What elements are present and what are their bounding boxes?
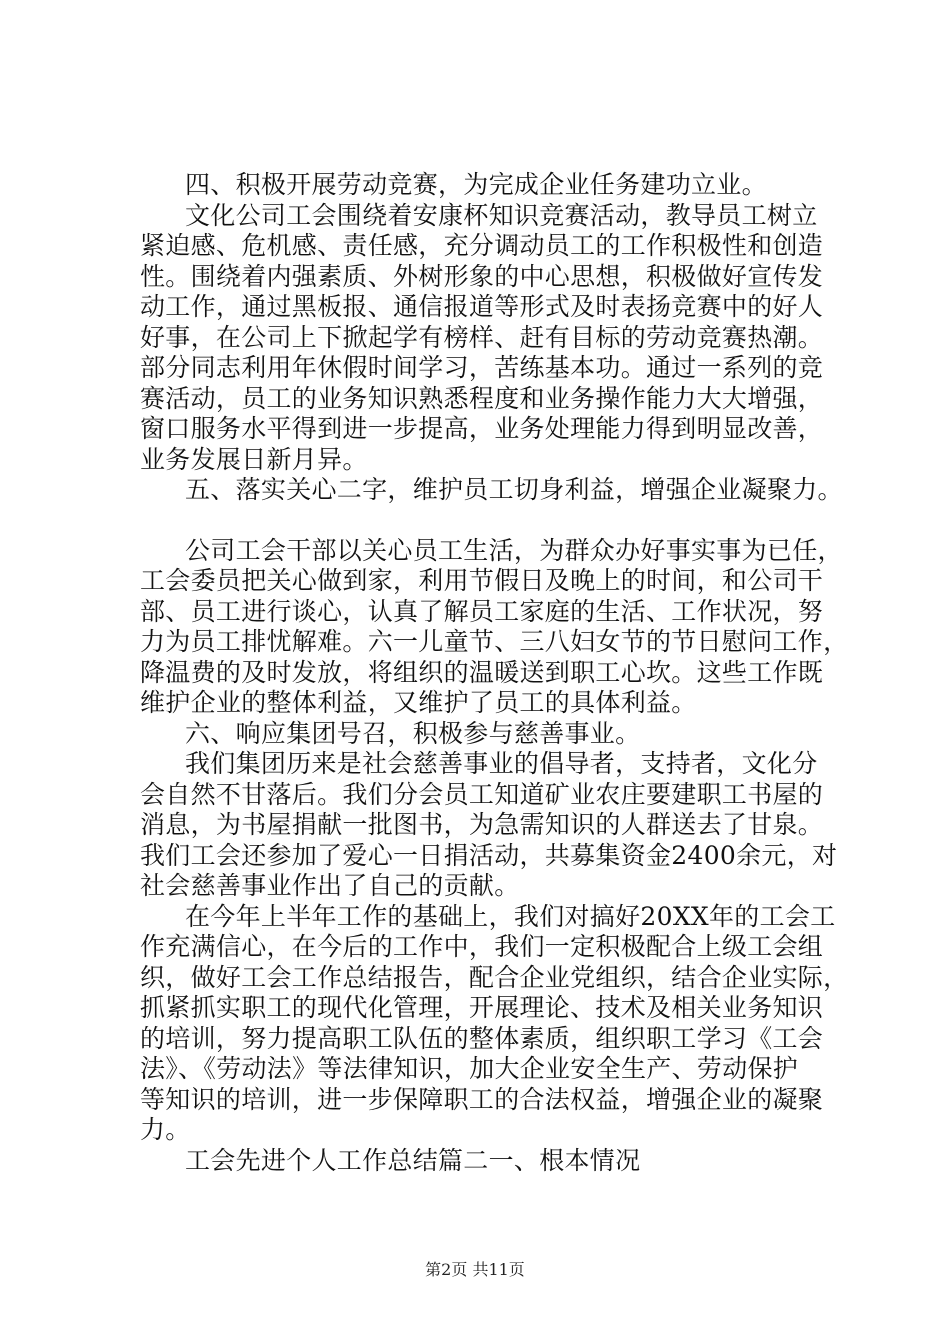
text-line: 公司工会干部以关心员工生活，为群众办好事实事为已任，	[185, 535, 843, 565]
text-line: 会自然不甘落后。我们分会员工知道矿业农庄要建职工书屋的	[140, 779, 824, 809]
text-line: 六、响应集团号召，积极参与慈善事业。	[185, 718, 641, 748]
text-line: 四、积极开展劳动竞赛，为完成企业任务建功立业。	[185, 170, 767, 199]
text-line: 力为员工排忧解难。六一儿童节、三八妇女节的节日慰问工作，	[140, 627, 849, 656]
text-line: 部、员工进行谈心，认真了解员工家庭的生活、工作状况，努	[140, 596, 824, 626]
text-line: 动工作，通过黑板报、通信报道等形式及时表扬竞赛中的好人	[140, 292, 824, 321]
text-line: 工会委员把关心做到家，利用节假日及晚上的时间，和公司干	[140, 566, 824, 595]
text-line: 的培训，努力提高职工队伍的整体素质，组织职工学习《工会	[140, 1023, 824, 1053]
text-line: 我们工会还参加了爱心一日捐活动，共募集资金2400余元，对	[140, 840, 838, 870]
text-line: 法》、《劳动法》等法律知识，加大企业安全生产、劳动保护	[140, 1054, 799, 1083]
text-line: 织，做好工会工作总结报告，配合企业党组织，结合企业实际，	[140, 962, 849, 992]
text-line: 等知识的培训，进一步保障职工的合法权益，增强企业的凝聚	[140, 1084, 824, 1114]
text-line: 五、落实关心二字，维护员工切身利益，增强企业凝聚力。	[185, 475, 843, 504]
text-line: 作充满信心，在今后的工作中，我们一定积极配合上级工会组	[140, 932, 824, 961]
text-line: 赛活动，员工的业务知识熟悉程度和业务操作能力大大增强，	[140, 383, 824, 413]
text-line: 性。围绕着内强素质、外树形象的中心思想，积极做好宣传发	[140, 261, 824, 291]
text-line: 紧迫感、危机感、责任感，充分调动员工的工作积极性和创造	[140, 231, 824, 260]
text-line: 好事，在公司上下掀起学有榜样、赶有目标的劳动竞赛热潮。	[140, 322, 824, 352]
text-line: 力。	[140, 1115, 191, 1144]
text-line: 降温费的及时发放，将组织的温暖送到职工心坎。这些工作既	[140, 657, 824, 687]
text-line: 维护企业的整体利益，又维护了员工的具体利益。	[140, 688, 697, 717]
text-line: 部分同志利用年休假时间学习，苦练基本功。通过一系列的竞	[140, 353, 824, 382]
page-footer: 第2页 共11页	[425, 1260, 525, 1279]
text-line: 我们集团历来是社会慈善事业的倡导者，支持者，文化分	[185, 749, 818, 778]
text-line: 文化公司工会围绕着安康杯知识竞赛活动，教导员工树立	[185, 200, 818, 230]
text-line: 消息，为书屋捐献一批图书，为急需知识的人群送去了甘泉。	[140, 810, 824, 839]
text-line: 在今年上半年工作的基础上，我们对搞好20XX年的工会工	[185, 901, 836, 931]
blank-line	[140, 506, 840, 536]
text-line: 工会先进个人工作总结篇二一、根本情况	[185, 1145, 641, 1175]
text-line: 窗口服务水平得到进一步提高，业务处理能力得到明显改善，	[140, 414, 824, 443]
document-body	[140, 170, 849, 1176]
text-line: 业务发展日新月异。	[140, 444, 368, 474]
text-line: 抓紧抓实职工的现代化管理，开展理论、技术及相关业务知识	[140, 993, 824, 1022]
text-line: 社会慈善事业作出了自己的贡献。	[140, 871, 520, 900]
